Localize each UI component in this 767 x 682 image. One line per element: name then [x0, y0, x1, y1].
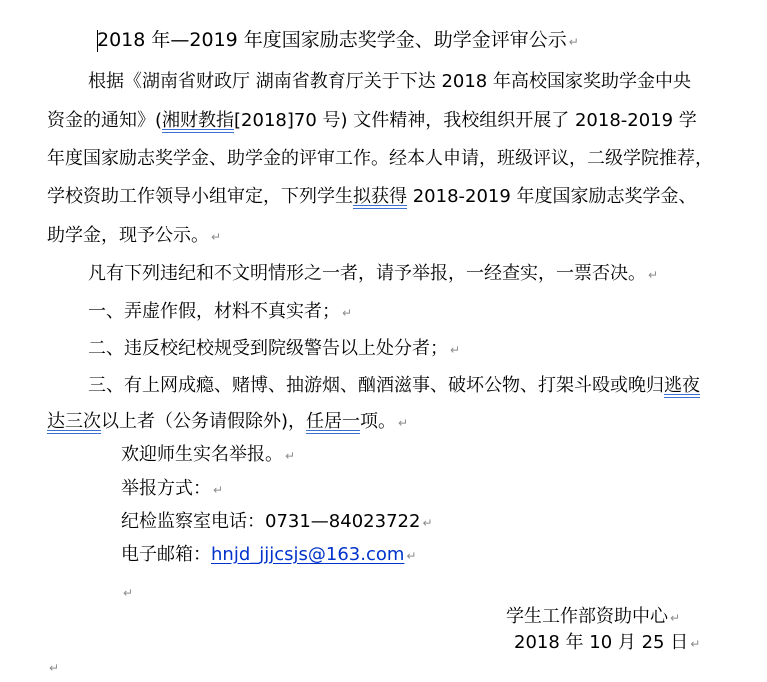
empty-paragraph — [47, 655, 59, 680]
paragraph-mark-icon: ↵ — [690, 637, 701, 651]
paragraph-mark-icon: ↵ — [213, 483, 224, 497]
grammar-underlined-text: 湘财教指 — [162, 110, 235, 131]
welcome-line: 欢迎师生实名举报。 ↵ — [121, 444, 296, 465]
paragraph-mark-icon: ↵ — [49, 661, 60, 675]
grammar-underlined-text: 拟获得 — [353, 186, 407, 207]
paragraph-1-line-2: 资金的通知》(湘财教指[2018]70 号) 文件精神，我校组织开展了 2018-2019 学 — [47, 110, 697, 131]
list-item-1: 一、弄虚作假，材料不真实者； ↵ — [88, 301, 353, 322]
grammar-underlined-text: 逃夜 — [664, 375, 700, 396]
paragraph-1-line-4: 学校资助工作领导小组审定，下列学生拟获得 2018-2019 年度国家励志奖学金、 — [47, 186, 697, 207]
signature-org: 学生工作部资助中心 ↵ — [506, 606, 681, 627]
paragraph-mark-icon: ↵ — [670, 611, 681, 625]
document-title: 2018 年—2019 年度国家励志奖学金、助学金评审公示 ↵ — [97, 29, 579, 51]
paragraph-mark-icon: ↵ — [568, 35, 579, 49]
signature-date: 2018 年 10 月 25 日 ↵ — [514, 632, 701, 653]
paragraph-mark-icon: ↵ — [422, 516, 433, 530]
paragraph-mark-icon: ↵ — [342, 306, 353, 320]
paragraph-2: 凡有下列违纪和不文明情形之一者，请予举报，一经查实，一票否决。 ↵ — [88, 263, 659, 284]
paragraph-1-line-5: 助学金，现予公示。 ↵ — [47, 225, 222, 246]
paragraph-mark-icon: ↵ — [406, 549, 417, 563]
phone-line: 纪检监察室电话：0731—84023722 ↵ — [121, 511, 433, 532]
email-line: 电子邮箱：hnjd_jjjcsjs@163.com ↵ — [121, 544, 417, 565]
list-item-2: 二、违反校纪校规受到院级警告以上处分者； ↵ — [88, 338, 461, 359]
list-item-3-line-2: 达三次以上者（公务请假除外)，任居一项。 ↵ — [47, 411, 409, 432]
paragraph-mark-icon: ↵ — [450, 343, 461, 357]
grammar-underlined-text: 达三次 — [47, 411, 101, 432]
paragraph-mark-icon: ↵ — [285, 449, 296, 463]
paragraph-mark-icon: ↵ — [123, 586, 134, 600]
list-item-3-line-1: 三、有上网成瘾、赌博、抽游烟、酗酒滋事、破坏公物、打架斗殴或晚归逃夜 — [88, 375, 700, 396]
grammar-underlined-text: 任居一 — [306, 411, 361, 432]
paragraph-1-line-3: 年度国家励志奖学金、助学金的评审工作。经本人申请，班级评议，二级学院推荐， — [47, 148, 713, 169]
paragraph-mark-icon: ↵ — [398, 416, 409, 430]
empty-paragraph — [121, 580, 133, 605]
paragraph-1-line-1: 根据《湖南省财政厅 湖南省教育厅关于下达 2018 年高校国家奖助学金中央 — [88, 71, 691, 92]
paragraph-mark-icon: ↵ — [211, 230, 222, 244]
email-link[interactable]: hnjd_jjjcsjs@163.com — [211, 544, 405, 565]
paragraph-mark-icon: ↵ — [648, 268, 659, 282]
report-method-line: 举报方式： ↵ — [121, 478, 224, 499]
